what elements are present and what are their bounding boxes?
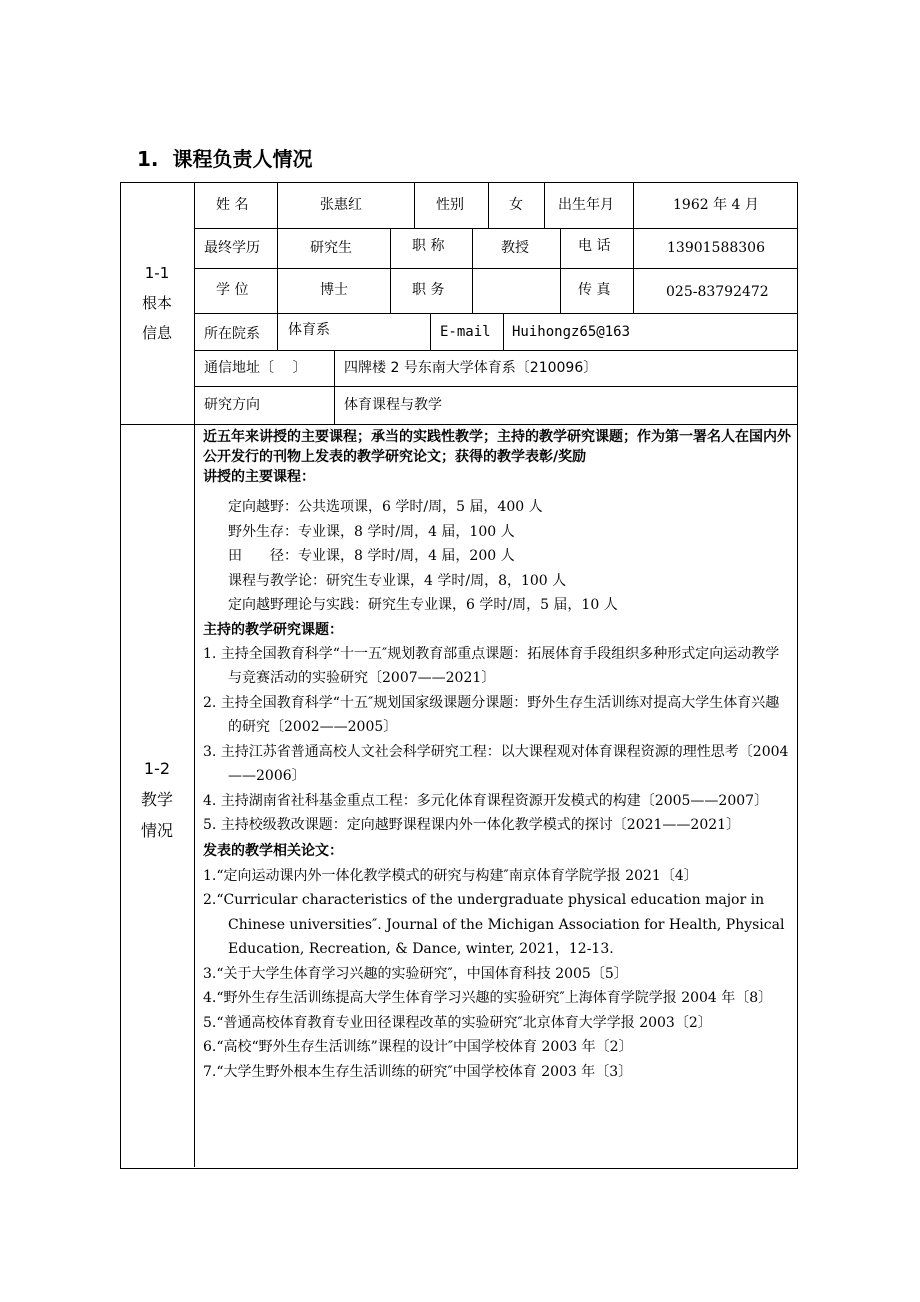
phone-label: 电 话 — [578, 238, 611, 254]
birth-value: 1962 年 4 月 — [673, 197, 759, 213]
paper-item: 7.“大学生野外根本生存生活训练的研究″中国学校体育 2003 年〔3〕 — [203, 1063, 633, 1080]
section2-number: 1-2 — [143, 759, 171, 778]
degree-value: 博士 — [320, 282, 348, 298]
email-value: Huihongz65@163 — [512, 324, 631, 340]
address-value: 四牌楼 2 号东南大学体育系〔210096〕 — [344, 360, 598, 376]
col-line — [334, 350, 335, 424]
row-line — [194, 268, 797, 269]
project-item: 3. 主持江苏省普通高校人文社会科学研究工程：以大课程观对体育课程资源的理性思考〔2004——2006〕 — [203, 743, 789, 784]
col-line — [560, 228, 561, 268]
col-line — [560, 268, 561, 313]
fax-label: 传 真 — [578, 282, 611, 298]
row-line — [194, 350, 797, 351]
research-label: 研究方向 — [204, 397, 260, 413]
gender-value: 女 — [509, 197, 523, 213]
section1-label — [120, 258, 194, 348]
email-label: E-mail — [440, 324, 491, 340]
course-item: 定向越野：公共选项课，6 学时/周，5 届，400 人 — [228, 499, 543, 515]
teaching-content — [203, 427, 791, 1084]
name-value: 张惠红 — [320, 197, 362, 213]
paper-item: 4.“野外生存生活训练提高大学生体育学习兴趣的实验研究″上海体育学院学报 2004 年〔8〕 — [203, 990, 773, 1006]
table-divider — [194, 182, 195, 1167]
col-line — [472, 228, 473, 268]
page-title — [137, 143, 313, 172]
fax-value: 025-83792472 — [666, 284, 769, 300]
name-label: 姓 名 — [216, 197, 249, 213]
title-number: 1. — [137, 147, 159, 171]
col-line — [390, 268, 391, 313]
title-text: 课程负责人情况 — [172, 147, 313, 171]
col-line — [633, 182, 634, 228]
section2-label-line1: 教学 — [140, 790, 173, 809]
col-line — [633, 228, 634, 268]
col-line — [488, 182, 489, 228]
education-label: 最终学历 — [204, 240, 260, 256]
projects-heading: 主持的教学研究课题： — [203, 621, 343, 638]
col-line — [472, 268, 473, 313]
paper-item: 2.“Curricular characteristics of the undergraduate physical education major in Chinese universities″. Journal of the Michigan Association for Health, Physical Education, Recreation, & Dance, winter, 2021，12-13. — [203, 892, 785, 957]
section1-number: 1-1 — [144, 264, 170, 282]
education-value: 研究生 — [310, 240, 352, 256]
birth-label: 出生年月 — [558, 197, 614, 213]
section2-label — [120, 753, 194, 846]
job-title-value: 教授 — [501, 240, 529, 256]
row-line — [194, 386, 797, 387]
teaching-intro: 近五年来讲授的主要课程；承当的实践性教学；主持的教学研究课题；作为第一署名人在国内外公开发行的刊物上发表的教学研究论文；获得的教学表彰/奖励 — [203, 429, 791, 465]
col-line — [633, 268, 634, 313]
course-item: 田 径：专业课，8 学时/周，4 届，200 人 — [228, 548, 515, 564]
paper-item: 1.“定向运动课内外一体化教学模式的研究与构建″南京体育学院学报 2021〔4〕 — [203, 867, 698, 884]
research-value: 体育课程与教学 — [344, 397, 442, 413]
col-line — [277, 268, 278, 313]
papers-heading: 发表的教学相关论文： — [203, 842, 343, 859]
col-line — [277, 313, 278, 350]
address-label: 通信地址〔 〕 — [204, 360, 307, 376]
course-item: 定向越野理论与实践：研究生专业课，6 学时/周，5 届，10 人 — [228, 597, 618, 613]
project-item: 5. 主持校级教改课题：定向越野课程课内外一体化教学模式的探讨〔2021——2021〕 — [203, 817, 741, 833]
project-item: 4. 主持湖南省社科基金重点工程：多元化体育课程资源开发模式的构建〔2005——2007〕 — [203, 792, 769, 809]
job-title-label: 职 称 — [412, 238, 445, 254]
col-line — [277, 228, 278, 268]
course-item: 野外生存：专业课，8 学时/周，4 届，100 人 — [228, 523, 515, 540]
col-line — [544, 182, 545, 228]
paper-item: 6.“高校“野外生存生活训练”课程的设计″中国学校体育 2003 年〔2〕 — [203, 1039, 633, 1055]
section1-label-line1: 根本 — [141, 294, 172, 312]
phone-value: 13901588306 — [667, 240, 765, 256]
col-line — [503, 313, 504, 350]
section2-label-line2: 情况 — [140, 821, 173, 840]
section-divider — [120, 424, 797, 425]
project-item: 2. 主持全国教育科学“十五″规划国家级课题分课题：野外生存生活训练对提高大学生体育兴趣的研究〔2002——2005〕 — [203, 694, 780, 735]
gender-label: 性别 — [436, 197, 464, 213]
paper-item: 5.“普通高校体育教育专业田径课程改革的实验研究″北京体育大学学报 2003〔2〕 — [203, 1014, 712, 1031]
row-line — [194, 313, 797, 314]
paper-item: 3.“关于大学生体育学习兴趣的实验研究″，中国体育科技 2005〔5〕 — [203, 965, 628, 982]
row-line — [194, 228, 797, 229]
section1-label-line2: 信息 — [141, 324, 172, 342]
project-item: 1. 主持全国教育科学“十一五″规划教育部重点课题：拓展体育手段组织多种形式定向运动教学与竞赛活动的实验研究〔2007——2021〕 — [203, 645, 780, 686]
degree-label: 学 位 — [216, 282, 249, 298]
courses-heading: 讲授的主要课程： — [203, 469, 315, 485]
department-value: 体育系 — [288, 322, 330, 338]
col-line — [430, 313, 431, 350]
col-line — [390, 228, 391, 268]
col-line — [414, 182, 415, 228]
col-line — [277, 182, 278, 228]
post-label: 职 务 — [412, 282, 445, 298]
department-label: 所在院系 — [204, 326, 260, 342]
course-item: 课程与教学论：研究生专业课，4 学时/周，8，100 人 — [228, 572, 567, 589]
